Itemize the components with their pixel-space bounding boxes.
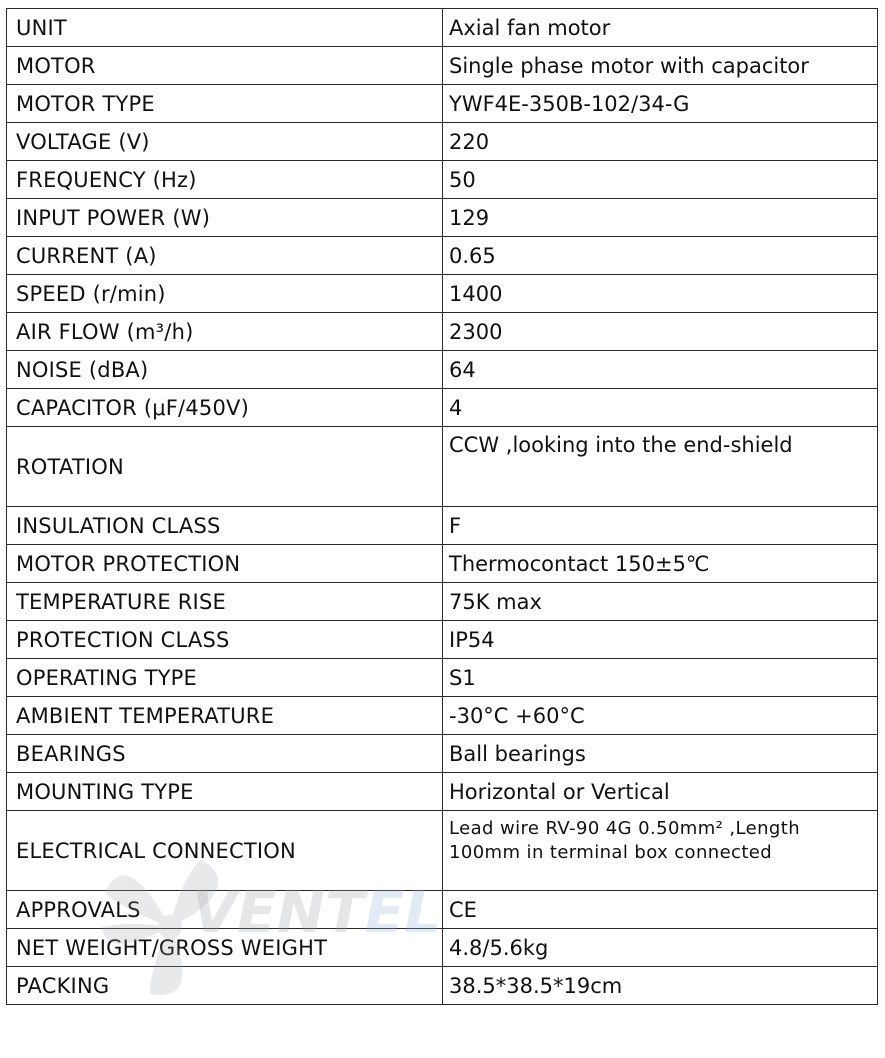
spec-table bbox=[6, 8, 878, 1005]
row-label: CURRENT (A) bbox=[7, 237, 443, 275]
row-label: MOTOR TYPE bbox=[7, 85, 443, 123]
row-value: Thermocontact 150±5℃ bbox=[443, 545, 878, 583]
table-row bbox=[7, 237, 878, 275]
row-value: Axial fan motor bbox=[443, 9, 878, 47]
table-row bbox=[7, 621, 878, 659]
table-row bbox=[7, 313, 878, 351]
table-row bbox=[7, 659, 878, 697]
table-row bbox=[7, 161, 878, 199]
row-label: PROTECTION CLASS bbox=[7, 621, 443, 659]
table-row bbox=[7, 929, 878, 967]
table-row bbox=[7, 9, 878, 47]
spec-sheet bbox=[6, 8, 878, 1005]
row-value: 4 bbox=[443, 389, 878, 427]
row-value: CCW ,looking into the end-shield bbox=[443, 427, 878, 507]
table-row bbox=[7, 735, 878, 773]
table-row bbox=[7, 389, 878, 427]
row-value: F bbox=[443, 507, 878, 545]
row-value: IP54 bbox=[443, 621, 878, 659]
table-row bbox=[7, 583, 878, 621]
row-label: PACKING bbox=[7, 967, 443, 1005]
table-row bbox=[7, 697, 878, 735]
row-label: BEARINGS bbox=[7, 735, 443, 773]
row-label: UNIT bbox=[7, 9, 443, 47]
row-value: 2300 bbox=[443, 313, 878, 351]
row-label: ELECTRICAL CONNECTION bbox=[7, 811, 443, 891]
table-row bbox=[7, 967, 878, 1005]
row-label: INSULATION CLASS bbox=[7, 507, 443, 545]
table-row bbox=[7, 85, 878, 123]
row-label: CAPACITOR (μF/450V) bbox=[7, 389, 443, 427]
row-value: Horizontal or Vertical bbox=[443, 773, 878, 811]
row-value: 50 bbox=[443, 161, 878, 199]
row-value: 0.65 bbox=[443, 237, 878, 275]
table-row bbox=[7, 275, 878, 313]
row-value: S1 bbox=[443, 659, 878, 697]
row-value: CE bbox=[443, 891, 878, 929]
row-label: MOTOR PROTECTION bbox=[7, 545, 443, 583]
watermark-wordmark: VENTEL bbox=[192, 878, 442, 946]
row-value: 4.8/5.6kg bbox=[443, 929, 878, 967]
row-label: MOUNTING TYPE bbox=[7, 773, 443, 811]
row-label: AMBIENT TEMPERATURE bbox=[7, 697, 443, 735]
row-label: INPUT POWER (W) bbox=[7, 199, 443, 237]
row-value: 129 bbox=[443, 199, 878, 237]
table-row bbox=[7, 351, 878, 389]
row-value: 75K max bbox=[443, 583, 878, 621]
row-label: VOLTAGE (V) bbox=[7, 123, 443, 161]
row-label: FREQUENCY (Hz) bbox=[7, 161, 443, 199]
row-value: 220 bbox=[443, 123, 878, 161]
table-row bbox=[7, 199, 878, 237]
row-label: AIR FLOW (m³/h) bbox=[7, 313, 443, 351]
table-row bbox=[7, 891, 878, 929]
row-label: TEMPERATURE RISE bbox=[7, 583, 443, 621]
row-label: OPERATING TYPE bbox=[7, 659, 443, 697]
row-value: -30°C +60°C bbox=[443, 697, 878, 735]
table-row bbox=[7, 773, 878, 811]
row-label: NET WEIGHT/GROSS WEIGHT bbox=[7, 929, 443, 967]
row-label: APPROVALS bbox=[7, 891, 443, 929]
row-value: 38.5*38.5*19cm bbox=[443, 967, 878, 1005]
row-value: 64 bbox=[443, 351, 878, 389]
row-value: 1400 bbox=[443, 275, 878, 313]
table-row bbox=[7, 123, 878, 161]
table-row bbox=[7, 545, 878, 583]
row-value: YWF4E-350B-102/34-G bbox=[443, 85, 878, 123]
row-value: Single phase motor with capacitor bbox=[443, 47, 878, 85]
row-label: SPEED (r/min) bbox=[7, 275, 443, 313]
row-value: Ball bearings bbox=[443, 735, 878, 773]
row-label: ROTATION bbox=[7, 427, 443, 507]
table-row bbox=[7, 811, 878, 891]
row-label: NOISE (dBA) bbox=[7, 351, 443, 389]
table-row bbox=[7, 427, 878, 507]
row-label: MOTOR bbox=[7, 47, 443, 85]
row-value: Lead wire RV-90 4G 0.50mm² ,Length 100mm in terminal box connected bbox=[443, 811, 878, 891]
table-row bbox=[7, 507, 878, 545]
table-row bbox=[7, 47, 878, 85]
